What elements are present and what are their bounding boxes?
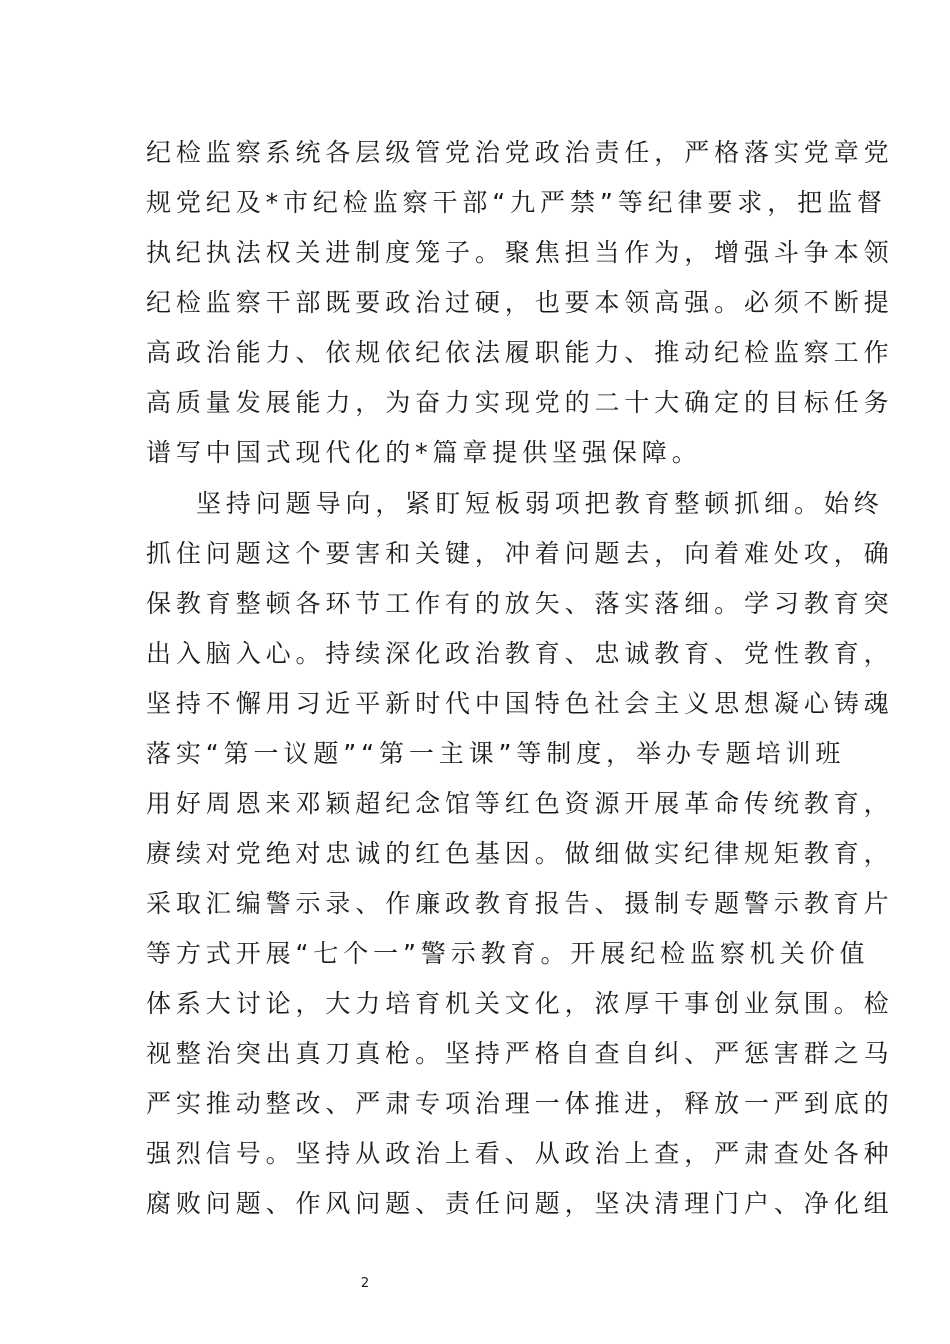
text-line: 用好周恩来邓颖超纪念馆等红色资源开展革命传统教育， [146, 789, 894, 818]
text-line: 体系大讨论，大力培育机关文化，浓厚干事创业氛围。检 [146, 989, 894, 1018]
text-line: 谱写中国式现代化的*篇章提供坚强保障。 [146, 438, 702, 467]
paragraph-first-line: 坚持问题导向，紧盯短板弱项把教育整顿抓细。始终 [196, 489, 884, 518]
text-line: 执纪执法权关进制度笼子。聚焦担当作为，增强斗争本领 [146, 238, 894, 267]
text-line: 落实“第一议题”“第一主课”等制度，举办专题培训班 [146, 739, 846, 768]
text-line: 赓续对党绝对忠诚的红色基因。做细做实纪律规矩教育， [146, 839, 894, 868]
text-line: 采取汇编警示录、作廉政教育报告、摄制专题警示教育片 [146, 889, 894, 918]
text-line: 高质量发展能力，为奋力实现党的二十大确定的目标任务 [146, 388, 894, 417]
text-line: 保教育整顿各环节工作有的放矢、落实落细。学习教育突 [146, 589, 894, 618]
text-line: 强烈信号。坚持从政治上看、从政治上查，严肃查处各种 [146, 1139, 894, 1168]
page-number: 2 [360, 1276, 370, 1291]
text-line: 高政治能力、依规依纪依法履职能力、推动纪检监察工作 [146, 338, 894, 367]
text-line: 规党纪及*市纪检监察干部“九严禁”等纪律要求，把监督 [146, 188, 887, 217]
text-line: 坚持不懈用习近平新时代中国特色社会主义思想凝心铸魂 [146, 689, 894, 718]
text-line: 出入脑入心。持续深化政治教育、忠诚教育、党性教育， [146, 639, 894, 668]
text-line: 腐败问题、作风问题、责任问题，坚决清理门户、净化组 [146, 1189, 894, 1218]
text-line: 纪检监察系统各层级管党治党政治责任，严格落实党章党 [146, 138, 894, 167]
text-line: 严实推动整改、严肃专项治理一体推进，释放一严到底的 [146, 1089, 894, 1118]
text-line: 抓住问题这个要害和关键，冲着问题去，向着难处攻，确 [146, 539, 894, 568]
text-line: 纪检监察干部既要政治过硬，也要本领高强。必须不断提 [146, 288, 894, 317]
text-line: 视整治突出真刀真枪。坚持严格自查自纠、严惩害群之马 [146, 1039, 894, 1068]
text-line: 等方式开展“七个一”警示教育。开展纪检监察机关价值 [146, 939, 870, 968]
